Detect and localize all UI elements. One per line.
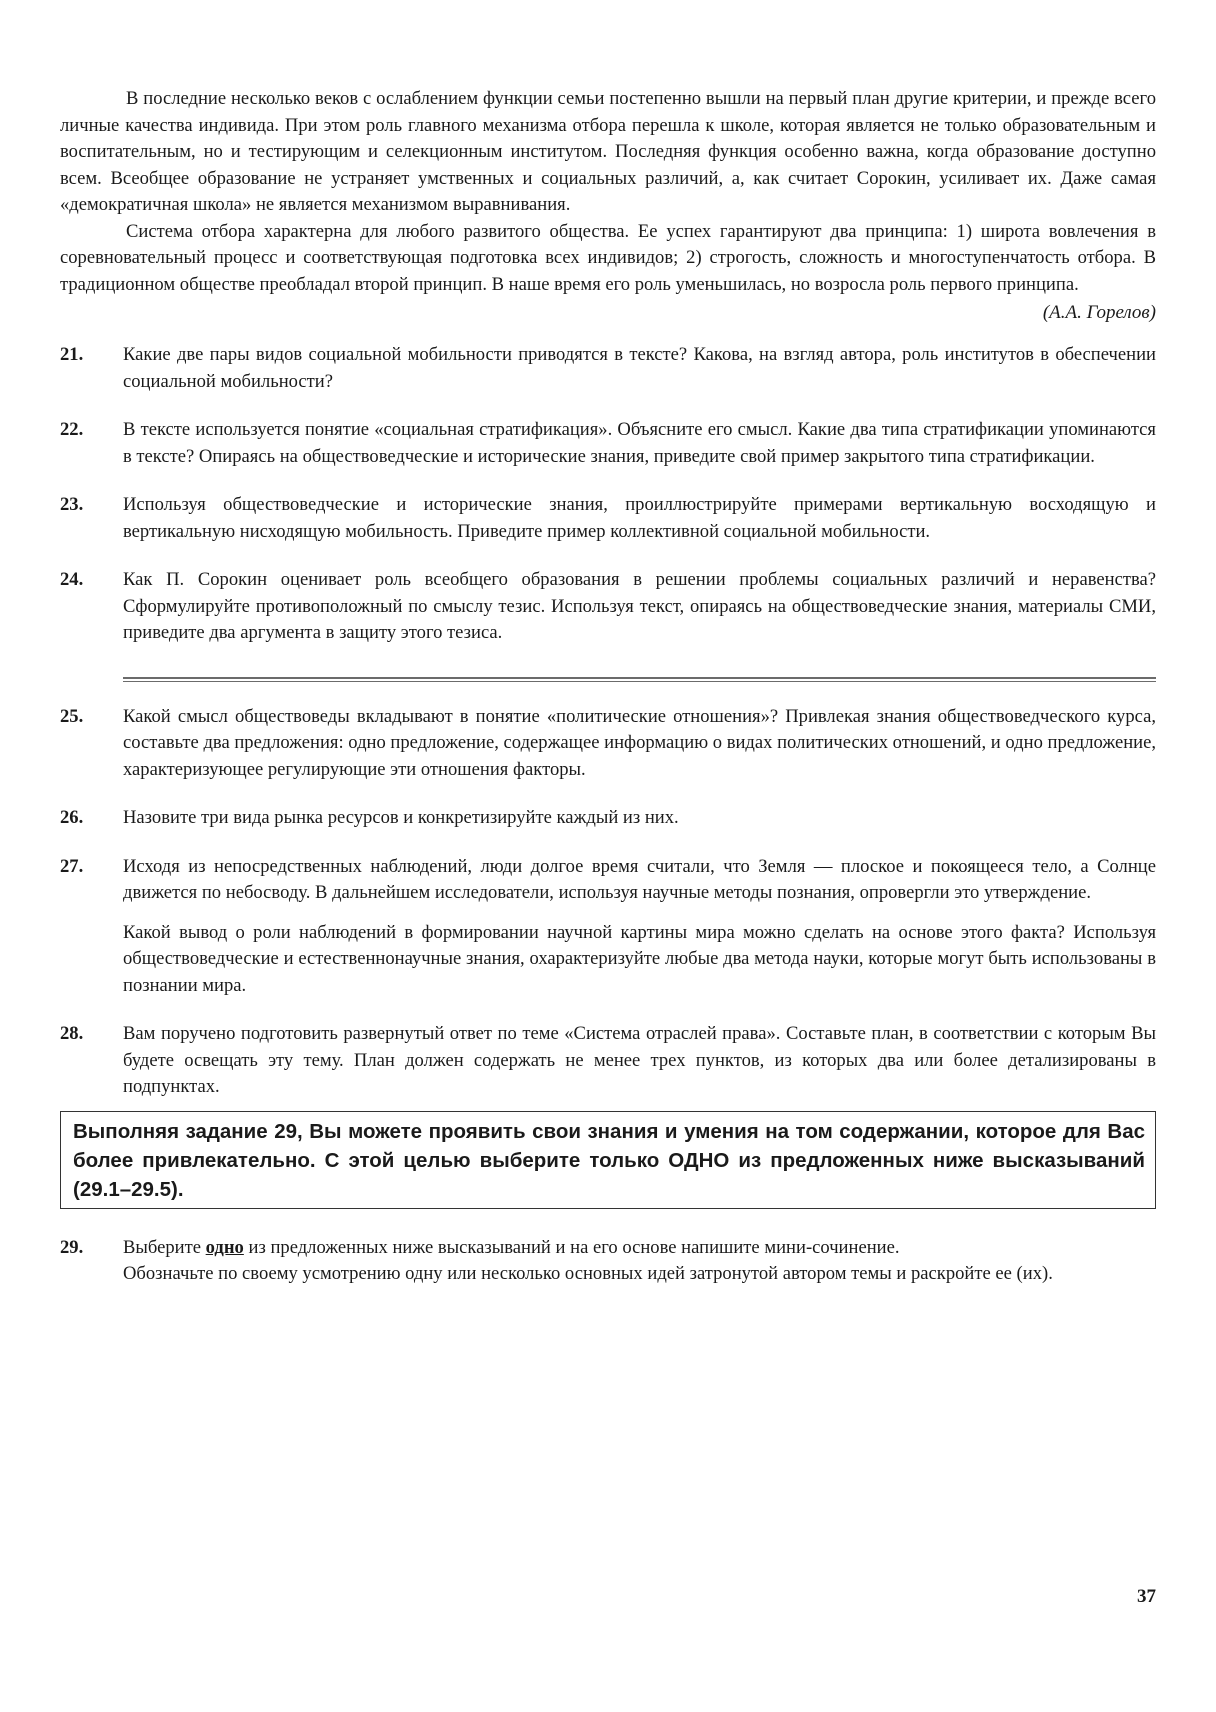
task-27: [60, 854, 1156, 1000]
task-23: [60, 492, 1156, 545]
author-signature: (А.А. Горелов): [1042, 302, 1156, 323]
task-25: [60, 704, 1156, 784]
task-text: Как П. Сорокин оценивает роль всеобщего образования в решении проблемы социальных различий и неравенства? Сформулируйте противоположный по смыслу тезис. Используя текст, опираясь на обществоведческие знания, материалы СМИ, приведите два аргумента в защиту этого тезиса.: [123, 569, 1156, 643]
task-text-continued: Какой вывод о роли наблюдений в формировании научной картины мира можно сделать на основе этого факта? Используя обществоведческие и естественнонаучные знания, охарактеризуйте любые два метода науки, которые могут быть использованы в познании мира.: [123, 921, 1156, 996]
task-number: 23.: [60, 494, 84, 515]
task-text-start: Выберите: [123, 1236, 201, 1258]
task-number: 22.: [60, 419, 84, 440]
notice-box: Выполняя задание 29, Вы можете проявить свои знания и умения на том содержании, которое для Вас более привлекательно. С этой целью выберите только ОДНО из предложенных ниже высказываний (29.1–29.5).: [60, 1111, 1156, 1209]
task-text: [123, 1235, 1156, 1262]
intro-paragraph-2: Система отбора характерна для любого развитого общества. Ее успех гарантируют два принципа: 1) широта вовлечения в соревновательный процесс и соответствующая подготовка всех индивидов; 2) строгость, сложность и многоступенчатость отбора. В традиционном обществе преобладал второй принцип. В наше время его роль уменьшилась, но возросла роль первого принципа.: [60, 220, 1156, 295]
task-number: 27.: [60, 855, 84, 877]
task-number: 29.: [60, 1236, 84, 1258]
task-number: 26.: [60, 807, 84, 828]
page-content: [60, 86, 1156, 1288]
task-body: [123, 1235, 1156, 1288]
task-28: [60, 1021, 1156, 1101]
task-text: Какой смысл обществоведы вкладывают в понятие «политические отношения»? Привлекая знания обществоведческого курса, составьте два предложения: одно предложение, содержащее информацию о видах политических отношений, и одно предложение, характеризующее регулирующие эти отношения факторы.: [123, 705, 1156, 780]
task-text: Исходя из непосредственных наблюдений, люди долгое время считали, что Земля — плоское и покоящееся тело, а Солнце движется по небосводу. В дальнейшем исследователи, используя научные методы познания, опровергли это утверждение.: [123, 855, 1156, 903]
task-29: [60, 1235, 1156, 1288]
task-text: В тексте используется понятие «социальная стратификация». Объясните его смысл. Какие два типа стратификации упоминаются в тексте? Опираясь на обществоведческие и исторические знания, приведите свой пример закрытого типа стратификации.: [123, 419, 1156, 467]
section-divider: [123, 677, 1156, 682]
task-number: 25.: [60, 705, 84, 727]
intro-paragraph-1: В последние несколько веков с ослаблением функции семьи постепенно вышли на первый план другие критерии, и прежде всего личные качества индивида. При этом роль главного механизма отбора перешла к школе, которая является не только образовательным и воспитательным, но и тестирующим и селекционным институтом. Последняя функция особенно важна, когда образование доступно всем. Всеобщее образование не устраняет умственных и социальных различий, а, как считает Сорокин, усиливает их. Даже самая «демократичная школа» не является механизмом выравнивания.: [60, 88, 1156, 215]
task-body: [123, 854, 1156, 1000]
task-number: 21.: [60, 344, 84, 365]
task-text: Какие две пары видов социальной мобильности приводятся в тексте? Какова, на взгляд автора, роль институтов в обеспечении социальной мобильности?: [123, 344, 1156, 392]
page-number: 37: [1137, 1586, 1156, 1607]
task-text-continued: Обозначьте по своему усмотрению одну или несколько основных идей затронутой автором темы и раскройте ее (их).: [123, 1263, 1053, 1284]
task-number: 28.: [60, 1023, 84, 1044]
task-24: [60, 567, 1156, 647]
task-number: 24.: [60, 569, 84, 590]
task-22: [60, 417, 1156, 470]
task-21: [60, 342, 1156, 395]
task-text: Назовите три вида рынка ресурсов и конкретизируйте каждый из них.: [123, 807, 679, 828]
task-text: Используя обществоведческие и исторические знания, проиллюстрируйте примерами вертикальную восходящую и вертикальную нисходящую мобильность. Приведите пример коллективной социальной мобильности.: [123, 494, 1156, 542]
task-text: Вам поручено подготовить развернутый ответ по теме «Система отраслей права». Составьте план, в соответствии с которым Вы будете освещать эту тему. План должен содержать не менее трех пунктов, из которых два или более детализированы в подпунктах.: [123, 1023, 1156, 1097]
task-text-end: из предложенных ниже высказываний и на его основе напишите мини-сочинение.: [248, 1236, 900, 1258]
task-26: [60, 805, 1156, 832]
underlined-word: одно: [205, 1236, 244, 1258]
